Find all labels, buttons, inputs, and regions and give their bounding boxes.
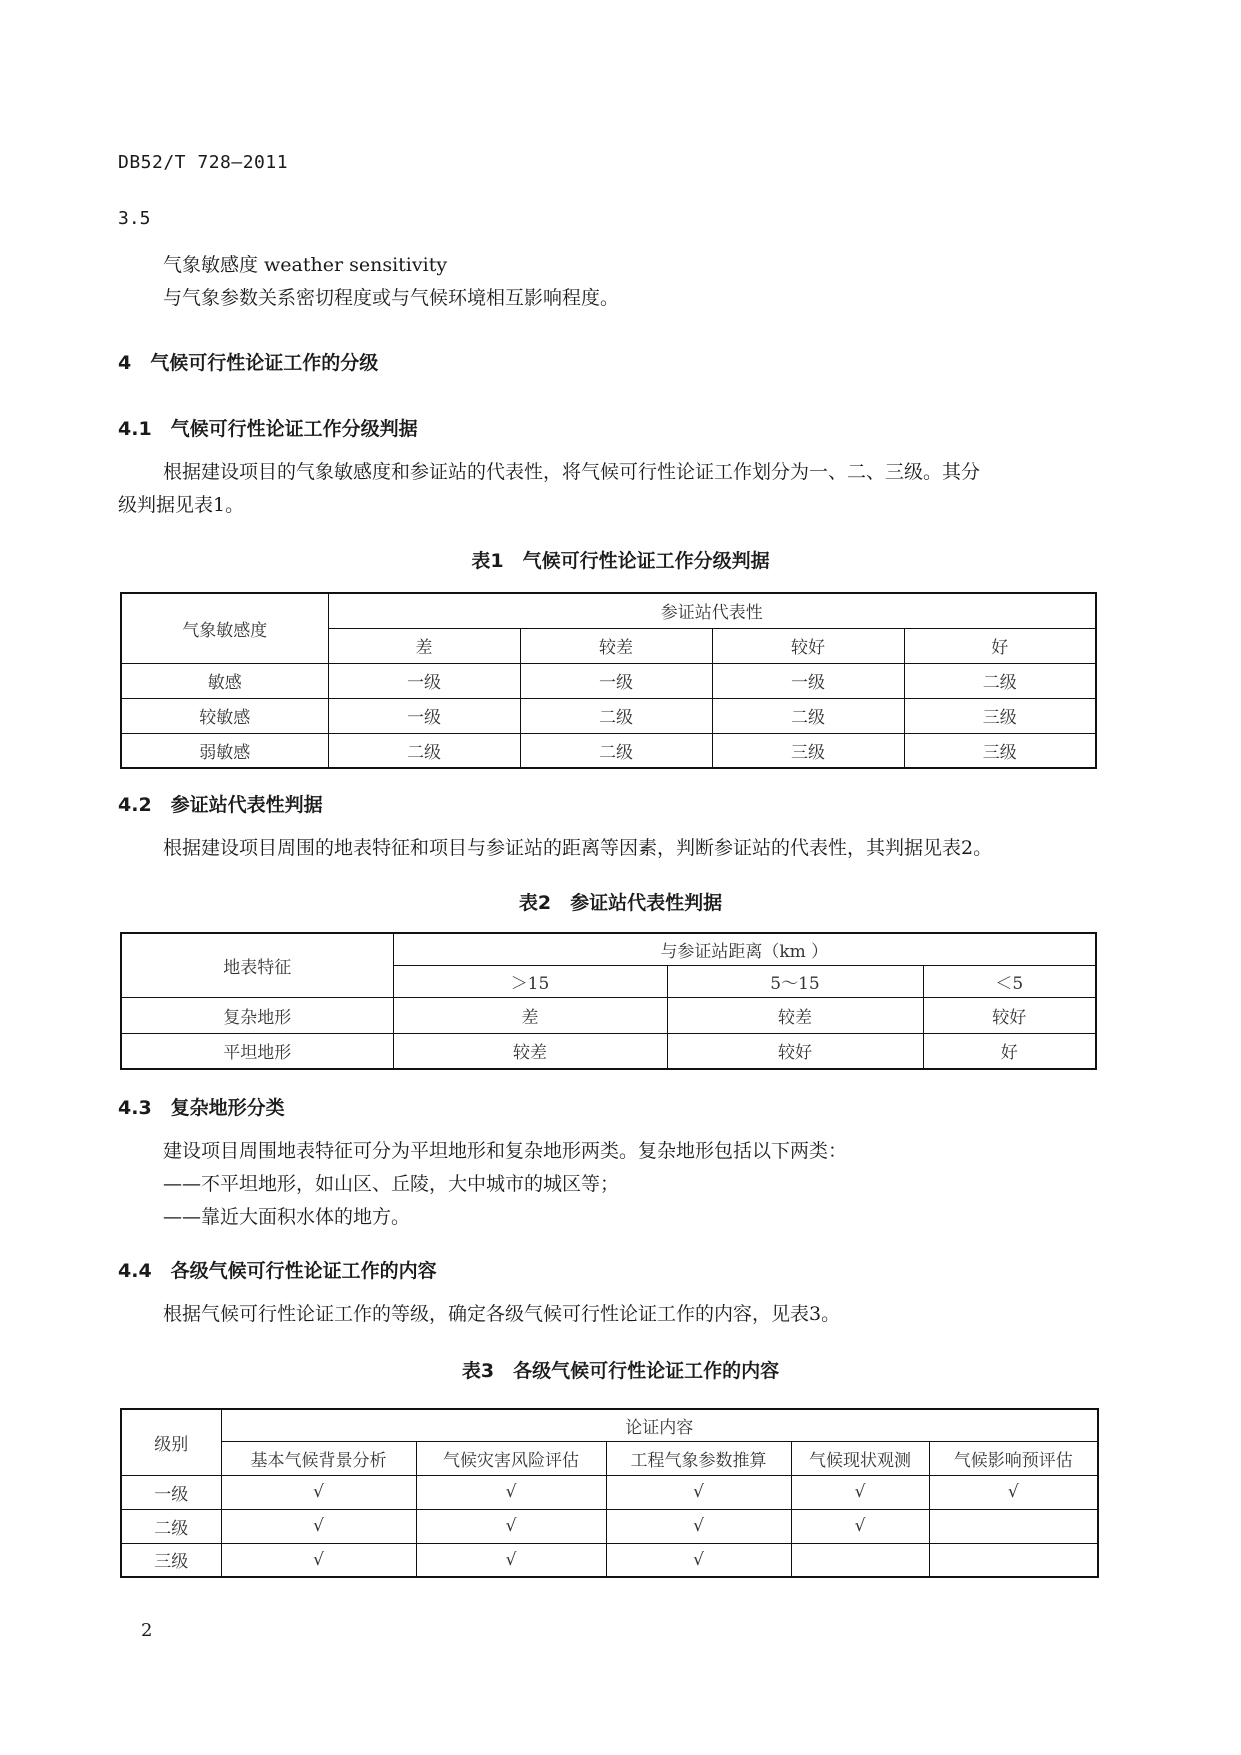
table3-col-header: 气候灾害风险评估 [416, 1441, 606, 1475]
table-row [121, 1509, 1098, 1543]
table-cell [791, 1543, 929, 1577]
table-cell: 较好 [923, 997, 1096, 1033]
table1-row-header: 气象敏感度 [121, 593, 328, 663]
clause-3-5-definition: 与气象参数关系密切程度或与气候环境相互影响程度。 [163, 287, 620, 309]
section-4-1-para-line2: 级判据见表1。 [118, 494, 245, 516]
table1-row-label: 敏感 [121, 663, 328, 698]
check-mark: √ [606, 1509, 791, 1543]
table3 [120, 1408, 1099, 1578]
table3-group-header: 论证内容 [221, 1409, 1098, 1441]
table2-col-header: 5～15 [667, 965, 923, 997]
check-mark: √ [416, 1475, 606, 1509]
check-mark: √ [606, 1543, 791, 1577]
table3-row-label: 三级 [121, 1543, 221, 1577]
page-number: 2 [141, 1620, 153, 1641]
table2-col-header: ＜5 [923, 965, 1096, 997]
section-4-2-para: 根据建设项目周围的地表特征和项目与参证站的距离等因素，判断参证站的代表性，其判据见表2。 [163, 837, 993, 859]
table1-caption: 表1 气候可行性论证工作分级判据 [471, 550, 770, 572]
table2-group-header: 与参证站距离（km ） [393, 933, 1096, 965]
section-4-title: 4 气候可行性论证工作的分级 [118, 352, 379, 374]
table3-caption: 表3 各级气候可行性论证工作的内容 [461, 1360, 780, 1382]
document-code: DB52/T 728—2011 [118, 152, 289, 173]
table1-col-header: 较好 [712, 628, 904, 663]
table-row [121, 663, 1096, 698]
check-mark: √ [416, 1509, 606, 1543]
check-mark: √ [416, 1543, 606, 1577]
section-4-3-title: 4.3 复杂地形分类 [118, 1097, 285, 1119]
table-cell: 二级 [520, 698, 712, 733]
section-4-1-para-line1: 根据建设项目的气象敏感度和参证站的代表性，将气候可行性论证工作划分为一、二、三级。其分 [163, 461, 981, 483]
table-row [121, 997, 1096, 1033]
table3-col-header: 气候现状观测 [791, 1441, 929, 1475]
table-cell: 一级 [712, 663, 904, 698]
table3-col-header: 工程气象参数推算 [606, 1441, 791, 1475]
table-row [121, 1543, 1098, 1577]
table1-row-label: 较敏感 [121, 698, 328, 733]
table-cell: 三级 [904, 698, 1096, 733]
table-cell: 二级 [520, 733, 712, 768]
table-cell: 三级 [904, 733, 1096, 768]
section-4-4-title: 4.4 各级气候可行性论证工作的内容 [118, 1260, 437, 1282]
table-cell [929, 1543, 1098, 1577]
section-4-2-title: 4.2 参证站代表性判据 [118, 794, 323, 816]
check-mark: √ [791, 1475, 929, 1509]
section-4-1-title: 4.1 气候可行性论证工作分级判据 [118, 418, 418, 440]
table-cell: 二级 [904, 663, 1096, 698]
table-cell: 一级 [328, 663, 520, 698]
table-row [121, 733, 1096, 768]
table1-row-label: 弱敏感 [121, 733, 328, 768]
table-cell: 较差 [667, 997, 923, 1033]
list-item: ——靠近大面积水体的地方。 [163, 1206, 411, 1228]
table-cell: 差 [393, 997, 667, 1033]
table3-row-header: 级别 [121, 1409, 221, 1475]
table2-row-label: 平坦地形 [121, 1033, 393, 1069]
check-mark: √ [791, 1509, 929, 1543]
table2-caption: 表2 参证站代表性判据 [518, 892, 723, 914]
check-mark: √ [221, 1509, 416, 1543]
table-cell: 好 [923, 1033, 1096, 1069]
table3-col-header: 基本气候背景分析 [221, 1441, 416, 1475]
table-cell: 一级 [520, 663, 712, 698]
table3-row-label: 二级 [121, 1509, 221, 1543]
table1 [120, 592, 1097, 769]
clause-3-5-number: 3.5 [118, 208, 151, 229]
table1-col-header: 较差 [520, 628, 712, 663]
table2-row-label: 复杂地形 [121, 997, 393, 1033]
table-row [121, 698, 1096, 733]
table-row [121, 1033, 1096, 1069]
table3-col-header: 气候影响预评估 [929, 1441, 1098, 1475]
check-mark: √ [929, 1475, 1098, 1509]
table2-row-header: 地表特征 [121, 933, 393, 997]
table1-col-header: 差 [328, 628, 520, 663]
list-item: ——不平坦地形，如山区、丘陵，大中城市的城区等； [163, 1173, 620, 1195]
table-cell [929, 1509, 1098, 1543]
clause-3-5-term: 气象敏感度 weather sensitivity [163, 254, 448, 276]
table2 [120, 932, 1097, 1070]
table3-row-label: 一级 [121, 1475, 221, 1509]
table-cell: 三级 [712, 733, 904, 768]
section-4-4-para: 根据气候可行性论证工作的等级，确定各级气候可行性论证工作的内容，见表3。 [163, 1303, 841, 1325]
check-mark: √ [221, 1475, 416, 1509]
table1-group-header: 参证站代表性 [328, 593, 1096, 628]
table-cell: 二级 [328, 733, 520, 768]
table-cell: 较差 [393, 1033, 667, 1069]
table-cell: 一级 [328, 698, 520, 733]
section-4-3-para: 建设项目周围地表特征可分为平坦地形和复杂地形两类。复杂地形包括以下两类： [163, 1140, 848, 1162]
table2-col-header: ＞15 [393, 965, 667, 997]
table1-col-header: 好 [904, 628, 1096, 663]
check-mark: √ [221, 1543, 416, 1577]
check-mark: √ [606, 1475, 791, 1509]
table-row [121, 1475, 1098, 1509]
table-cell: 较好 [667, 1033, 923, 1069]
table-cell: 二级 [712, 698, 904, 733]
